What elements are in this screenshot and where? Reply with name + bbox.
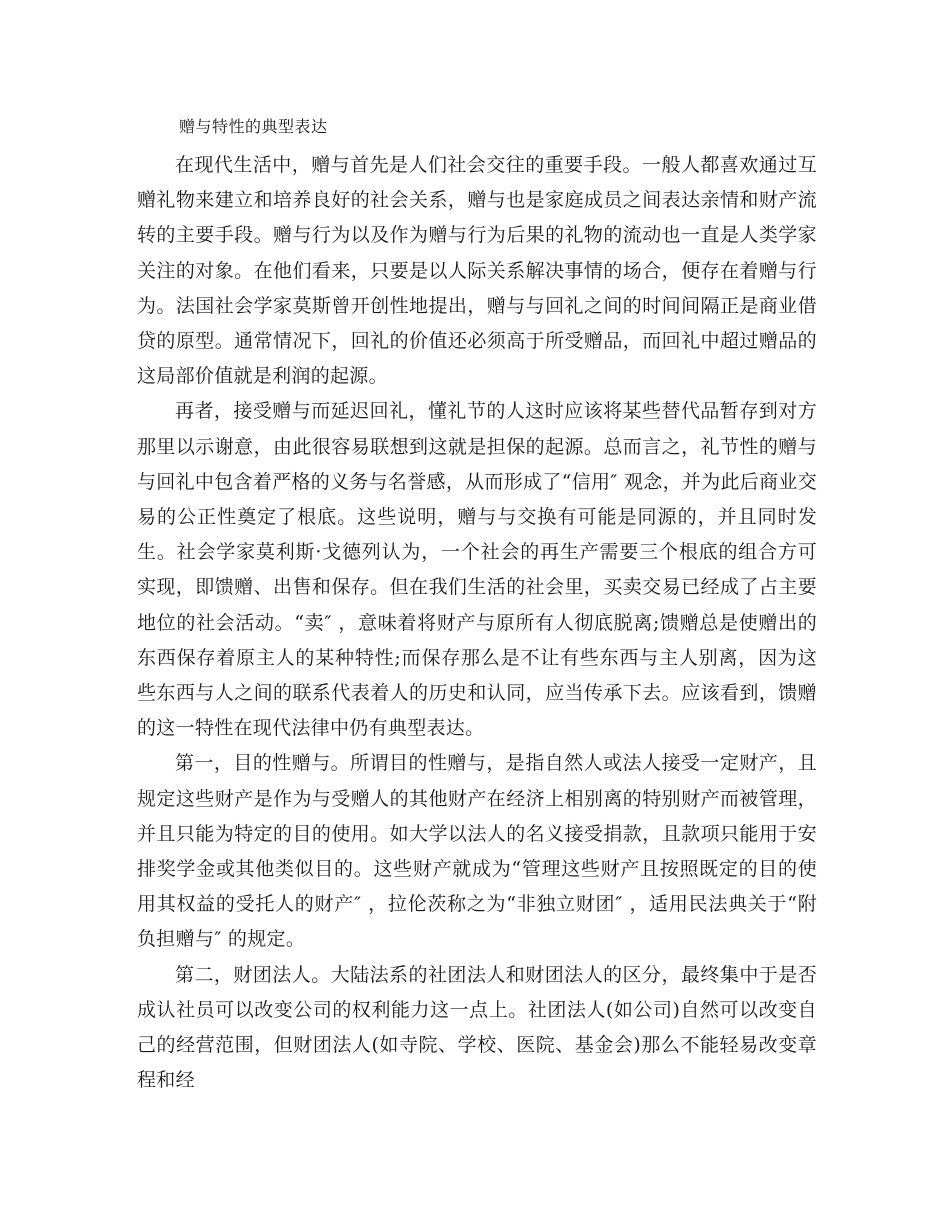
document-title: 赠与特性的典型表达	[179, 117, 328, 136]
paragraph-4: 第二，财团法人。大陆法系的社团法人和财团法人的区分，最终集中于是否成认社员可以改变公司的权利能力这一点上。社团法人(如公司)自然可以改变自己的经营范围，但财团法人(如寺院、学校、医院、基金会)那么不能轻易改变章程和经	[137, 963, 817, 1092]
paragraph-2: 再者，接受赠与而延迟回礼，懂礼节的人这时应该将某些替代品暂存到对方那里以示谢意，由此很容易联想到这就是担保的起源。总而言之，礼节性的赠与与回礼中包含着严格的义务与名誉感，从而形成了“信用″ 观念，并为此后商业交易的公正性奠定了根底。这些说明，赠与与交换有可能是同源的，并且同时发生。社会学家莫利斯·戈德列认为，一个社会的再生产需要三个根底的组合方可实现，即馈赠、出售和保存。但在我们生活的社会里，买卖交易已经成了占主要地位的社会活动。“卖″ ，意味着将财产与原所有人彻底脱离;馈赠总是使赠出的东西保存着原主人的某种特性;而保存那么是不让有些东西与主人别离，因为这些东西与人之间的联系代表着人的历史和认同，应当传承下去。应该看到，馈赠的这一特性在现代法律中仍有典型表达。	[137, 400, 817, 740]
paragraph-1: 在现代生活中，赠与首先是人们社会交往的重要手段。一般人都喜欢通过互赠礼物来建立和培养良好的社会关系，赠与也是家庭成员之间表达亲情和财产流转的主要手段。赠与行为以及作为赠与行为后果的礼物的流动也一直是人类学家关注的对象。在他们看来，只要是以人际关系解决事情的场合，便存在着赠与行为。法国社会学家莫斯曾开创性地提出，赠与与回礼之间的时间间隔正是商业借贷的原型。通常情况下，回礼的价值还必须高于所受赠品，而回礼中超过赠品的这局部价值就是利润的起源。	[137, 154, 817, 388]
document-page	[137, 112, 817, 1098]
paragraph-3: 第一，目的性赠与。所谓目的性赠与，是指自然人或法人接受一定财产，且规定这些财产是作为与受赠人的其他财产在经济上相别离的特别财产而被管理，并且只能为特定的目的使用。如大学以法人的名义接受捐款，且款项只能用于安排奖学金或其他类似目的。这些财产就成为“管理这些财产且按照既定的目的使用其权益的受托人的财产″ ，拉伦茨称之为“非独立财团″ ，适用民法典关于“附负担赠与″ 的规定。	[137, 752, 817, 951]
